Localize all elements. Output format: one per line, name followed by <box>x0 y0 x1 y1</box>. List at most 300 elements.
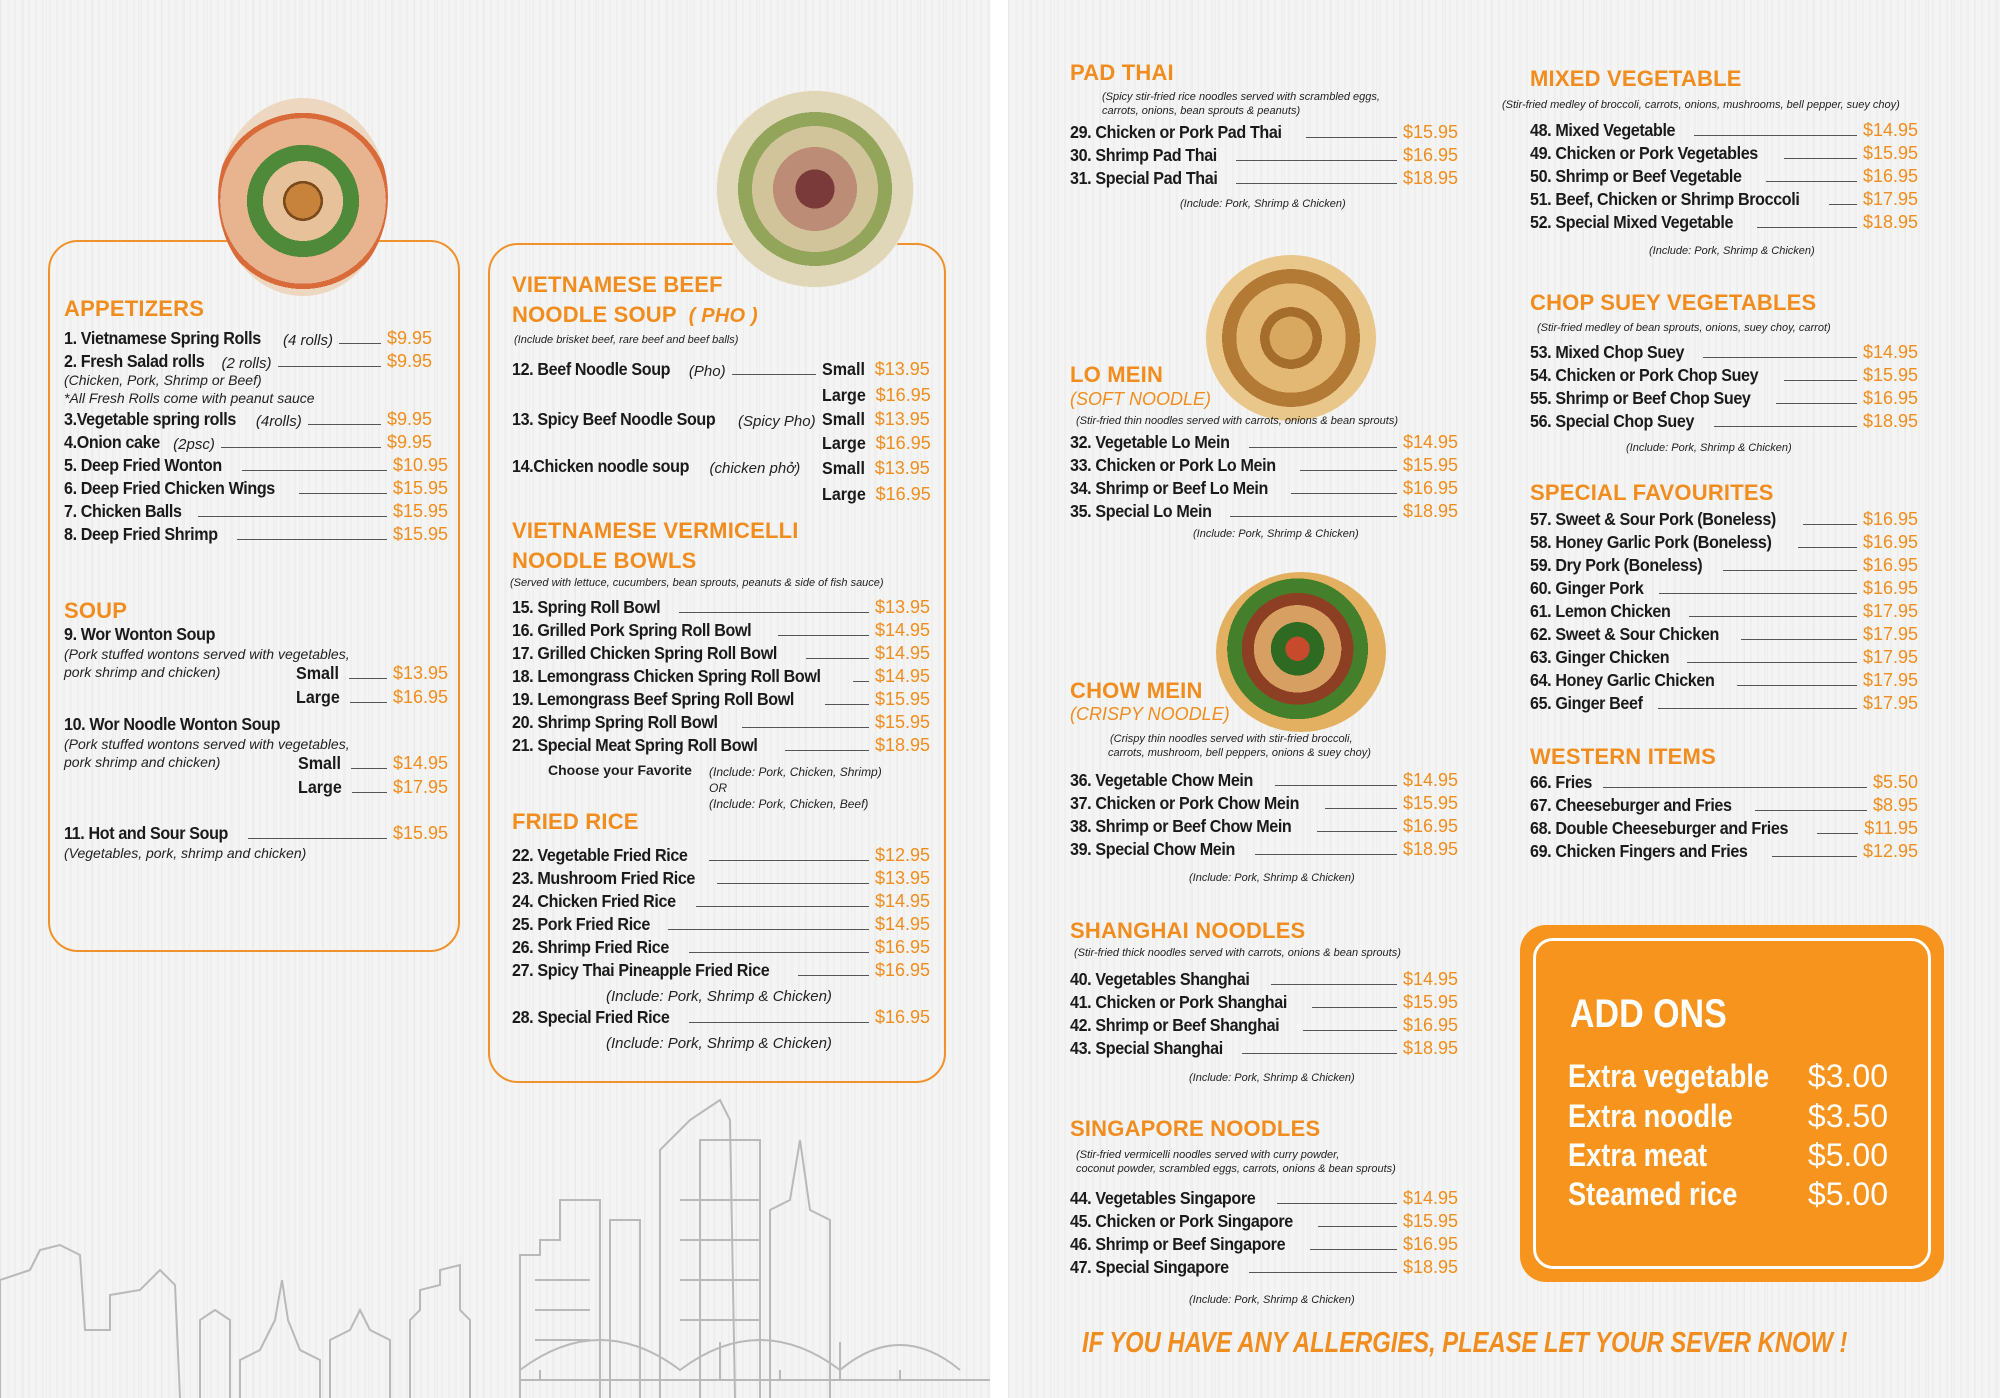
chow-mein-title: CHOW MEIN <box>1070 678 1203 703</box>
menu-item-32 <box>1070 431 1458 453</box>
mixed-vegetable-title: MIXED VEGETABLE <box>1530 66 1742 91</box>
menu-item-12 <box>512 358 822 380</box>
menu-item-10 <box>64 713 384 735</box>
leader-line <box>1317 831 1397 832</box>
item-12-small <box>822 358 930 380</box>
vermicelli-desc: (Served with lettuce, cucumbers, bean sprouts, peanuts & side of fish sauce) <box>510 577 884 589</box>
item-name: 37. Chicken or Pork Chow Mein <box>1070 793 1300 813</box>
leader-line <box>778 635 869 636</box>
size-price: $16.95 <box>875 484 931 504</box>
item-price: $15.95 <box>392 524 448 544</box>
menu-item-65 <box>1530 692 1918 714</box>
size-price: $13.95 <box>874 359 930 379</box>
menu-item-66 <box>1530 771 1918 793</box>
item-price: $14.95 <box>1862 342 1918 362</box>
pad-thai-include: (Include: Pork, Shrimp & Chicken) <box>1180 198 1346 210</box>
item-9-desc-2: pork shrimp and chicken) <box>64 664 221 680</box>
menu-item-46 <box>1070 1233 1458 1255</box>
leader-line <box>1603 787 1867 788</box>
item-name: 60. Ginger Pork <box>1530 578 1644 598</box>
item-price: $15.95 <box>874 689 930 709</box>
leader-line <box>1817 833 1859 834</box>
menu-item-63 <box>1530 646 1918 668</box>
leader-line <box>299 493 387 494</box>
pad-thai-desc-2: carrots, onions, bean sprouts & peanuts) <box>1102 105 1301 117</box>
item-name: 5. Deep Fried Wonton <box>64 455 222 475</box>
menu-item-4 <box>64 431 432 453</box>
item-note: (4 rolls) <box>282 332 333 349</box>
chop-suey-include: (Include: Pork, Shrimp & Chicken) <box>1626 442 1792 454</box>
menu-item-29 <box>1070 121 1458 143</box>
item-name: 12. Beef Noodle Soup <box>512 359 671 379</box>
item-name: 26. Shrimp Fried Rice <box>512 937 669 957</box>
fried-rice-include-2: (Include: Pork, Shrimp & Chicken) <box>606 1035 832 1052</box>
item-price: $18.95 <box>1862 411 1918 431</box>
item-price: $12.95 <box>874 845 930 865</box>
leader-line <box>1658 708 1857 709</box>
leader-line <box>1325 808 1397 809</box>
item-price: $17.95 <box>1862 189 1918 209</box>
item-name: 53. Mixed Chop Suey <box>1530 342 1685 362</box>
item-price: $14.95 <box>1402 432 1458 452</box>
item-name: 50. Shrimp or Beef Vegetable <box>1530 166 1742 186</box>
leader-line <box>1306 137 1397 138</box>
item-price: $18.95 <box>1402 1257 1458 1277</box>
add-on-price: $5.00 <box>1807 1137 1888 1173</box>
menu-item-39 <box>1070 838 1458 860</box>
leader-line <box>1803 524 1857 525</box>
item-name: 29. Chicken or Pork Pad Thai <box>1070 122 1282 142</box>
item-9-small <box>296 662 448 684</box>
item-price: $16.95 <box>1402 1015 1458 1035</box>
item-name: 30. Shrimp Pad Thai <box>1070 145 1217 165</box>
menu-item-23 <box>512 867 930 889</box>
choose-option-1: (Include: Pork, Chicken, Shrimp) <box>709 765 882 779</box>
choose-option-2: (Include: Pork, Chicken, Beef) <box>709 797 869 811</box>
item-13-small <box>822 408 930 430</box>
choose-favorite-label: Choose your Favorite <box>548 762 692 778</box>
item-name: 41. Chicken or Pork Shanghai <box>1070 992 1287 1012</box>
leader-line <box>732 374 816 375</box>
menu-item-15 <box>512 596 930 618</box>
item-name: 21. Special Meat Spring Roll Bowl <box>512 735 758 755</box>
item-price: $16.95 <box>1862 555 1918 575</box>
item-name: 57. Sweet & Sour Pork (Boneless) <box>1530 509 1776 529</box>
soup-title: SOUP <box>64 598 128 623</box>
menu-item-47 <box>1070 1256 1458 1278</box>
shanghai-include: (Include: Pork, Shrimp & Chicken) <box>1189 1072 1355 1084</box>
item-name: 36. Vegetable Chow Mein <box>1070 770 1254 790</box>
menu-item-59 <box>1530 554 1918 576</box>
menu-item-20 <box>512 711 930 733</box>
menu-item-19 <box>512 688 930 710</box>
leader-line <box>248 838 387 839</box>
vermicelli-title-line1: VIETNAMESE VERMICELLI <box>512 518 799 543</box>
item-price: $14.95 <box>1402 770 1458 790</box>
singapore-include: (Include: Pork, Shrimp & Chicken) <box>1189 1294 1355 1306</box>
item-name: 6. Deep Fried Chicken Wings <box>64 478 275 498</box>
item-13-large <box>822 432 930 454</box>
item-name: 63. Ginger Chicken <box>1530 647 1670 667</box>
item-name: 10. Wor Noodle Wonton Soup <box>64 714 281 734</box>
menu-item-25 <box>512 913 930 935</box>
add-on-name: Extra noodle <box>1568 1098 1733 1134</box>
item-9-desc: (Pork stuffed wontons served with vegetables, <box>64 646 350 662</box>
item-name: 56. Special Chop Suey <box>1530 411 1695 431</box>
leader-line <box>349 678 387 679</box>
size-label: Small <box>296 663 339 683</box>
item-price: $16.95 <box>1862 509 1918 529</box>
menu-item-31 <box>1070 167 1458 189</box>
item-name: 17. Grilled Chicken Spring Roll Bowl <box>512 643 777 663</box>
item-10-small <box>298 752 448 774</box>
item-price: $15.95 <box>1402 1211 1458 1231</box>
fried-rice-include-1: (Include: Pork, Shrimp & Chicken) <box>606 988 832 1005</box>
leader-line <box>351 768 387 769</box>
leader-line <box>1689 616 1857 617</box>
item-name: 42. Shrimp or Beef Shanghai <box>1070 1015 1280 1035</box>
menu-item-5 <box>64 454 448 476</box>
item-price: $16.95 <box>874 937 930 957</box>
size-label: Small <box>822 359 865 379</box>
lo-mein-photo <box>1206 255 1376 421</box>
size-label: Large <box>296 687 340 707</box>
leader-line <box>1741 639 1857 640</box>
item-price: $15.95 <box>392 478 448 498</box>
item-12-large <box>822 384 930 406</box>
size-label: Large <box>822 385 866 405</box>
item-price: $15.95 <box>1862 143 1918 163</box>
pad-thai-desc-1: (Spicy stir-fried rice noodles served with scrambled eggs, <box>1102 91 1380 103</box>
item-price: $15.95 <box>1402 455 1458 475</box>
mixed-vegetable-desc: (Stir-fried medley of broccoli, carrots, onions, mushrooms, bell pepper, suey choy) <box>1502 99 1900 111</box>
size-price: $16.95 <box>875 385 931 405</box>
item-name: 67. Cheeseburger and Fries <box>1530 795 1732 815</box>
item-price: $18.95 <box>1862 212 1918 232</box>
item-name: 1. Vietnamese Spring Rolls <box>64 328 261 348</box>
pad-thai-title: PAD THAI <box>1070 60 1174 85</box>
item-price: $16.95 <box>1402 145 1458 165</box>
item-note: (2 rolls) <box>221 355 272 372</box>
item-note: (2psc) <box>173 436 215 453</box>
menu-item-14 <box>512 455 822 477</box>
menu-item-18 <box>512 665 930 687</box>
leader-line <box>1714 426 1857 427</box>
menu-item-11 <box>64 822 448 844</box>
leader-line <box>339 343 381 344</box>
leader-line <box>1766 181 1857 182</box>
item-price: $16.95 <box>1402 1234 1458 1254</box>
item-price: $18.95 <box>1402 1038 1458 1058</box>
item-name: 34. Shrimp or Beef Lo Mein <box>1070 478 1268 498</box>
leader-line <box>806 658 869 659</box>
item-price: $15.95 <box>1402 793 1458 813</box>
item-name: 15. Spring Roll Bowl <box>512 597 661 617</box>
item-name: 31. Special Pad Thai <box>1070 168 1218 188</box>
item-name: 58. Honey Garlic Pork (Boneless) <box>1530 532 1772 552</box>
western-items-title: WESTERN ITEMS <box>1530 744 1716 769</box>
menu-item-35 <box>1070 500 1458 522</box>
item-price: $16.95 <box>1862 578 1918 598</box>
menu-item-16 <box>512 619 930 641</box>
add-on-row <box>1568 1173 1888 1213</box>
leader-line <box>1798 547 1856 548</box>
item-price: $9.95 <box>386 409 432 429</box>
add-on-price: $3.50 <box>1807 1098 1888 1134</box>
item-note: (4rolls) <box>255 413 302 430</box>
item-name: 43. Special Shanghai <box>1070 1038 1223 1058</box>
item-name: 52. Special Mixed Vegetable <box>1530 212 1734 232</box>
menu-item-62 <box>1530 623 1918 645</box>
spring-rolls-photo <box>218 98 388 296</box>
item-name: 64. Honey Garlic Chicken <box>1530 670 1715 690</box>
item-price: $5.50 <box>1872 772 1918 792</box>
item-name: 14.Chicken noodle soup <box>512 456 690 476</box>
menu-item-9 <box>64 623 364 645</box>
shanghai-desc: (Stir-fried thick noodles served with carrots, onions & bean sprouts) <box>1074 947 1401 959</box>
item-10-large <box>298 776 448 798</box>
item-price: $14.95 <box>874 643 930 663</box>
pho-desc: (Include brisket beef, rare beef and beef balls) <box>514 334 739 346</box>
leader-line <box>1277 1203 1396 1204</box>
item-name: 48. Mixed Vegetable <box>1530 120 1676 140</box>
item-name: 4.Onion cake <box>64 432 160 452</box>
menu-item-6 <box>64 477 448 499</box>
leader-line <box>825 704 869 705</box>
pho-bowl-photo <box>716 90 914 288</box>
leader-line <box>709 860 869 861</box>
leader-line <box>1310 1249 1397 1250</box>
singapore-title: SINGAPORE NOODLES <box>1070 1116 1321 1141</box>
mixed-vegetable-include: (Include: Pork, Shrimp & Chicken) <box>1649 245 1815 257</box>
menu-item-69 <box>1530 840 1918 862</box>
leader-line <box>1271 984 1397 985</box>
item-name: 18. Lemongrass Chicken Spring Roll Bowl <box>512 666 821 686</box>
item-note: (Pho) <box>688 363 726 380</box>
item-note: (Spicy Pho) <box>738 413 816 430</box>
item-name: 9. Wor Wonton Soup <box>64 624 216 644</box>
leader-line <box>668 929 869 930</box>
item-price: $14.95 <box>1862 120 1918 140</box>
item-price: $9.95 <box>386 432 432 452</box>
item-name: 24. Chicken Fried Rice <box>512 891 676 911</box>
menu-item-28 <box>512 1006 930 1028</box>
choose-or: OR <box>709 781 727 795</box>
menu-item-30 <box>1070 144 1458 166</box>
salad-rolls-desc: (Chicken, Pork, Shrimp or Beef) <box>64 372 262 388</box>
pho-title-line1: VIETNAMESE BEEF <box>512 272 723 297</box>
item-name: 59. Dry Pork (Boneless) <box>1530 555 1703 575</box>
item-name: 35. Special Lo Mein <box>1070 501 1212 521</box>
item-name: 55. Shrimp or Beef Chop Suey <box>1530 388 1751 408</box>
lo-mein-desc: (Stir-fried thin noodles served with carrots, onions & bean sprouts) <box>1076 415 1399 427</box>
leader-line <box>1737 685 1857 686</box>
item-name: 23. Mushroom Fried Rice <box>512 868 695 888</box>
allergy-notice: IF YOU HAVE ANY ALLERGIES, PLEASE LET YOUR SEVER KNOW ! <box>1082 1327 1848 1359</box>
menu-item-22 <box>512 844 930 866</box>
size-label: Large <box>822 484 866 504</box>
item-price: $15.95 <box>392 823 448 843</box>
item-name: 3.Vegetable spring rolls <box>64 409 236 429</box>
item-14-large <box>822 483 930 505</box>
item-price: $16.95 <box>1862 532 1918 552</box>
menu-item-54 <box>1530 364 1918 386</box>
item-price: $8.95 <box>1872 795 1918 815</box>
leader-line <box>1723 570 1857 571</box>
leader-line <box>198 516 387 517</box>
item-price: $16.95 <box>874 960 930 980</box>
item-name: 61. Lemon Chicken <box>1530 601 1671 621</box>
add-on-price: $3.00 <box>1807 1058 1888 1094</box>
add-ons-box <box>1520 925 1944 1282</box>
item-name: 39. Special Chow Mein <box>1070 839 1235 859</box>
add-on-price: $5.00 <box>1807 1176 1888 1212</box>
singapore-desc-1: (Stir-fried vermicelli noodles served with curry powder, <box>1076 1149 1340 1161</box>
leader-line <box>1757 227 1857 228</box>
menu-item-49 <box>1530 142 1918 164</box>
chop-suey-title: CHOP SUEY VEGETABLES <box>1530 290 1817 315</box>
lo-mein-subtitle: (SOFT NOODLE) <box>1070 389 1212 409</box>
item-price: $14.95 <box>874 620 930 640</box>
item-price: $14.95 <box>1402 969 1458 989</box>
menu-item-3 <box>64 408 432 430</box>
item-price: $11.95 <box>1864 818 1918 838</box>
item-price: $15.95 <box>1402 122 1458 142</box>
menu-item-1 <box>64 327 432 349</box>
item-name: 51. Beef, Chicken or Shrimp Broccoli <box>1530 189 1800 209</box>
menu-item-36 <box>1070 769 1458 791</box>
menu-item-13 <box>512 408 822 430</box>
menu-item-61 <box>1530 600 1918 622</box>
item-price: $16.95 <box>874 1007 930 1027</box>
item-price: $14.95 <box>874 666 930 686</box>
vermicelli-title-line2: NOODLE BOWLS <box>512 548 697 573</box>
item-price: $14.95 <box>1402 1188 1458 1208</box>
menu-item-53 <box>1530 341 1918 363</box>
menu-item-37 <box>1070 792 1458 814</box>
item-price: $17.95 <box>1862 624 1918 644</box>
leader-line <box>1694 135 1857 136</box>
item-14-small <box>822 457 930 479</box>
leader-line <box>1300 470 1397 471</box>
leader-line <box>1776 403 1857 404</box>
leader-line <box>1703 357 1856 358</box>
leader-line <box>1236 183 1397 184</box>
item-price: $18.95 <box>1402 501 1458 521</box>
item-name: 65. Ginger Beef <box>1530 693 1643 713</box>
leader-line <box>689 1022 869 1023</box>
chow-mein-desc-1: (Crispy thin noodles served with stir-fried broccoli, <box>1110 733 1353 745</box>
menu-item-48 <box>1530 119 1918 141</box>
menu-item-60 <box>1530 577 1918 599</box>
item-price: $16.95 <box>1862 166 1918 186</box>
item-name: 66. Fries <box>1530 772 1593 792</box>
leader-line <box>1829 204 1857 205</box>
size-price: $16.95 <box>875 433 931 453</box>
leader-line <box>1659 593 1857 594</box>
leader-line <box>350 702 387 703</box>
add-on-name: Steamed rice <box>1568 1176 1738 1212</box>
leader-line <box>308 424 381 425</box>
menu-item-50 <box>1530 165 1918 187</box>
size-price: $13.95 <box>392 663 448 683</box>
size-price: $16.95 <box>392 687 448 707</box>
menu-item-57 <box>1530 508 1918 530</box>
size-price: $14.95 <box>392 753 448 773</box>
item-price: $9.95 <box>386 328 432 348</box>
leader-line <box>1784 380 1857 381</box>
size-label: Small <box>822 458 865 478</box>
pho-title-alt: ( PHO ) <box>688 305 758 327</box>
item-name: 11. Hot and Sour Soup <box>64 823 229 843</box>
leader-line <box>1318 1226 1397 1227</box>
add-on-row <box>1568 1055 1888 1095</box>
menu-item-42 <box>1070 1014 1458 1036</box>
lo-mein-include: (Include: Pork, Shrimp & Chicken) <box>1193 528 1359 540</box>
add-on-row <box>1568 1134 1888 1174</box>
leader-line <box>352 792 387 793</box>
menu-item-41 <box>1070 991 1458 1013</box>
leader-line <box>717 883 869 884</box>
menu-item-21 <box>512 734 930 756</box>
menu-item-55 <box>1530 387 1918 409</box>
leader-line <box>1291 493 1397 494</box>
menu-item-56 <box>1530 410 1918 432</box>
leader-line <box>278 366 381 367</box>
leader-line <box>1255 854 1397 855</box>
chow-mein-include: (Include: Pork, Shrimp & Chicken) <box>1189 872 1355 884</box>
item-9-large <box>296 686 448 708</box>
menu-item-40 <box>1070 968 1458 990</box>
item-price: $17.95 <box>1862 670 1918 690</box>
size-label: Small <box>822 409 865 429</box>
menu-item-24 <box>512 890 930 912</box>
item-price: $13.95 <box>874 597 930 617</box>
menu-item-64 <box>1530 669 1918 691</box>
item-name: 46. Shrimp or Beef Singapore <box>1070 1234 1286 1254</box>
item-name: 38. Shrimp or Beef Chow Mein <box>1070 816 1292 836</box>
size-price: $13.95 <box>874 458 930 478</box>
add-on-name: Extra meat <box>1568 1137 1708 1173</box>
item-name: 2. Fresh Salad rolls <box>64 351 205 371</box>
leader-line <box>1755 810 1867 811</box>
size-label: Small <box>298 753 341 773</box>
item-name: 27. Spicy Thai Pineapple Fried Rice <box>512 960 770 980</box>
menu-item-7 <box>64 500 448 522</box>
item-name: 32. Vegetable Lo Mein <box>1070 432 1230 452</box>
menu-item-33 <box>1070 454 1458 476</box>
item-name: 47. Special Singapore <box>1070 1257 1229 1277</box>
item-price: $17.95 <box>1862 647 1918 667</box>
fried-rice-title: FRIED RICE <box>512 809 639 834</box>
item-price: $17.95 <box>1862 601 1918 621</box>
leader-line <box>1772 856 1857 857</box>
menu-item-45 <box>1070 1210 1458 1232</box>
item-name: 16. Grilled Pork Spring Roll Bowl <box>512 620 752 640</box>
item-name: 28. Special Fried Rice <box>512 1007 670 1027</box>
leader-line <box>1687 662 1857 663</box>
item-10-desc-2: pork shrimp and chicken) <box>64 754 221 770</box>
item-price: $16.95 <box>1402 478 1458 498</box>
leader-line <box>1242 1053 1397 1054</box>
item-name: 22. Vegetable Fried Rice <box>512 845 688 865</box>
menu-item-68 <box>1530 817 1918 839</box>
leader-line <box>696 906 869 907</box>
leader-line <box>689 952 869 953</box>
item-price: $13.95 <box>874 868 930 888</box>
item-price: $18.95 <box>1402 168 1458 188</box>
leader-line <box>1249 1272 1397 1273</box>
